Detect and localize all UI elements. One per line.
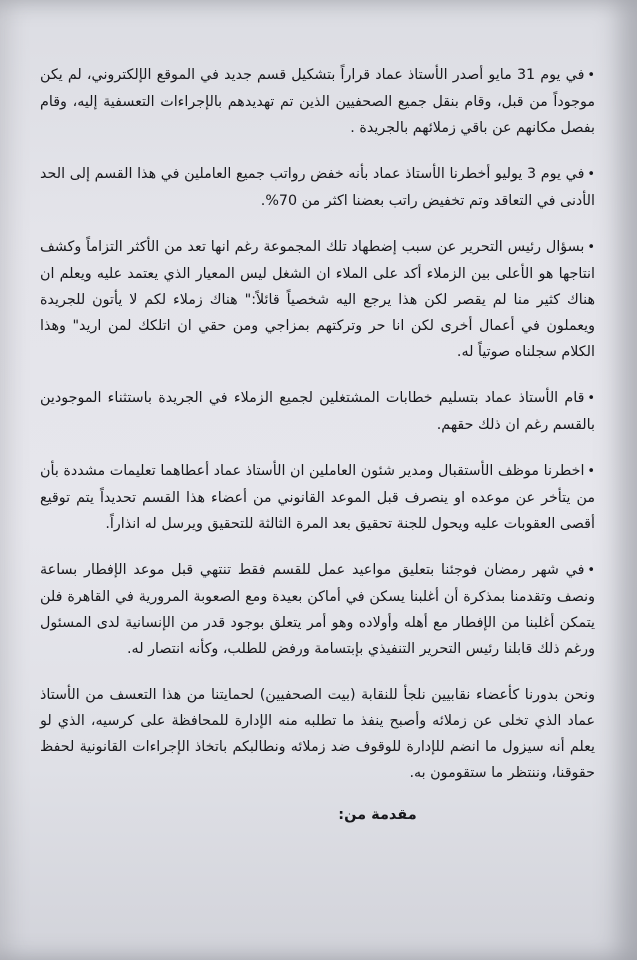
bullet-icon: • xyxy=(587,563,595,578)
paragraph-letters xyxy=(40,385,595,438)
paragraph-ramadan-hours xyxy=(40,557,595,662)
bullet-icon: • xyxy=(587,68,595,83)
paragraph-union-appeal xyxy=(40,682,595,786)
signature-line: مقدمة من: xyxy=(338,807,417,823)
paragraph-decision-new-section xyxy=(40,62,595,141)
paragraph-text: في يوم 31 مايو أصدر الأستاذ عماد قراراً بتشكيل قسم جديد في الموقع الإلكتروني، لم يكن موجوداً من قبل، وقام بنقل جميع الصحفيين الذين تم تهديدهم بالإجراءات التعسفية إليه، وقام بفصل مكانهم عن باقي زملائهم بالجريدة . xyxy=(40,67,595,136)
bullet-icon: • xyxy=(587,240,595,255)
paragraph-text: في شهر رمضان فوجئنا بتعليق مواعيد عمل للقسم فقط تنتهي قبل موعد الإفطار بساعة ونصف وتقدمنا بمذكرة أن أغلبنا يسكن في أماكن بعيدة ومع الصعوبة المرورية في القاهرة فلن يتمكن أغلبنا من الإفطار مع أهله وأولاده وهو أمر يتعلق بوجود قدر من الإنسانية لدى المسئول ورغم ذلك قابلنا رئيس التحرير التنفيذي بإبتسامة ورفض للطلب، وكأنه انتصار له. xyxy=(40,562,595,657)
paragraph-text: بسؤال رئيس التحرير عن سبب إضطهاد تلك المجموعة رغم انها تعد من الأكثر التزاماً وكشف انتاجها هو الأعلى بين الزملاء أكد على الملاء ان الشغل ليس المعيار الذي يعتمد عليه ويعلم ان هناك كثير منا لم يقصر لكن هذا يرجع اليه شخصياً قائلاً:" هناك زملاء لكم لا يأتون للجريدة ويعملون في أعمال أخرى لكن انا حر وتركتهم بمزاجي ومن حقي ان اتلكك لمن اريد" وهذا الكلام سجلناه صوتياً له. xyxy=(40,239,595,360)
paragraph-salary-cut xyxy=(40,161,595,214)
bullet-icon: • xyxy=(587,391,595,406)
paragraph-text: اخطرنا موظف الأستقبال ومدير شئون العاملين ان الأستاذ عماد أعطاهما تعليمات مشددة بأن من يتأخر عن موعده او ينصرف قبل الموعد القانوني من أعضاء هذا القسم تحديداً يتم توقيع أقصى العقوبات عليه ويحول للجنة تحقيق بعد المرة الثالثة للتحقيق ويرسل له انذاراً. xyxy=(40,463,595,532)
paragraph-text: في يوم 3 يوليو أخطرنا الأستاذ عماد بأنه خفض رواتب جميع العاملين في هذا القسم إلى الحد الأدنى في التعاقد وتم تخفيض راتب بعضنا اكثر من 70%. xyxy=(40,166,595,209)
bullet-icon: • xyxy=(587,464,595,479)
paragraph-text: ونحن بدورنا كأعضاء نقابيين نلجأ للنقابة (بيت الصحفيين) لحمايتنا من هذا التعسف من الأستاذ عماد الذي تخلى عن زملائه وأصبح ينفذ ما تطلبه منه الإدارة للمحافظة على كرسيه، الذي لو يعلم أنه سيزول ما انضم للإدارة للوقوف ضد زملائه ونطالبكم باتخاذ الإجراءات القانونية لحفظ حقوقنا، وننتظر ما ستقومون به. xyxy=(40,687,595,781)
paragraph-editor-question xyxy=(40,234,595,365)
letter-body xyxy=(40,62,595,828)
paragraph-attendance-rules xyxy=(40,458,595,537)
bullet-icon: • xyxy=(587,167,595,182)
paragraph-text: قام الأستاذ عماد بتسليم خطابات المشتغلين لجميع الزملاء في الجريدة باستثناء الموجودين بالقسم رغم ان ذلك حقهم. xyxy=(40,390,595,433)
